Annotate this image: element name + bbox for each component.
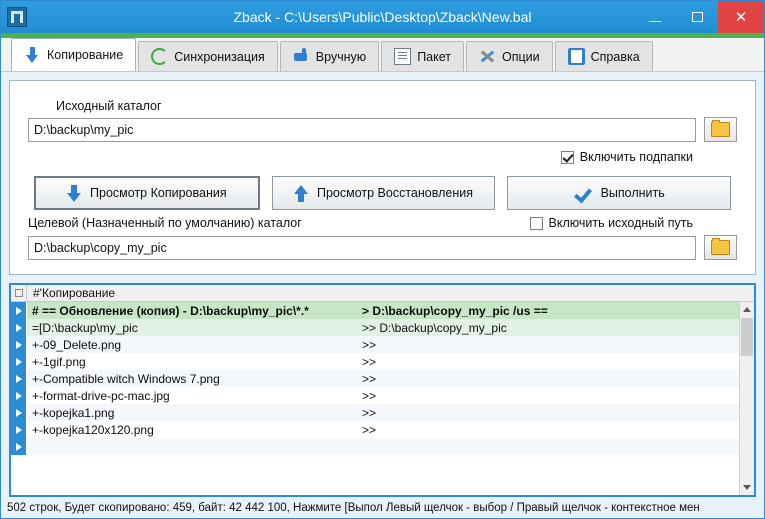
tab-sync[interactable]: [138, 41, 278, 71]
tab-batch[interactable]: [381, 41, 464, 71]
row-marker-icon: [11, 370, 27, 387]
row-marker-icon: [11, 336, 27, 353]
row-target: >>: [362, 371, 377, 386]
scroll-up-button[interactable]: [740, 302, 754, 317]
row-source: +-09_Delete.png: [32, 337, 122, 352]
preview-copy-label: Просмотр Копирования: [90, 186, 227, 200]
include-source-path-label: Включить исходный путь: [548, 216, 693, 230]
row-source: =[D:\backup\my_pic: [32, 320, 138, 335]
status-bar: 502 строк, Будет скопировано: 459, байт: 42 442 100, Нажмите [Выпол Левый щелчок - выбор / Правый щелчок - контекстное мен: [1, 497, 764, 518]
source-directory-row: [28, 117, 737, 142]
tab-options[interactable]: [466, 41, 553, 71]
document-icon: [394, 48, 411, 65]
target-directory-label: Целевой (Назначенный по умолчанию) каталог: [28, 216, 302, 230]
folder-icon: [711, 240, 730, 255]
tab-sync-label: Синхронизация: [174, 49, 265, 64]
row-marker-icon: [11, 353, 27, 370]
row-source: +-kopejka120x120.png: [32, 422, 154, 437]
row-target: >>: [362, 388, 377, 403]
check-icon: [574, 185, 592, 202]
target-browse-button[interactable]: [704, 235, 737, 260]
preview-restore-button[interactable]: [272, 176, 496, 210]
list-scrollbar[interactable]: [739, 302, 754, 495]
close-icon: ✕: [734, 8, 748, 26]
row-marker-icon: [11, 421, 27, 438]
maximize-button[interactable]: [676, 1, 718, 33]
tab-manual-label: Вручную: [315, 49, 367, 64]
table-row[interactable]: [11, 353, 739, 370]
chevron-down-icon: [743, 485, 751, 490]
action-buttons-row: [28, 176, 737, 210]
tab-copy[interactable]: [11, 38, 136, 71]
row-target: >>: [362, 405, 377, 420]
source-browse-button[interactable]: [704, 117, 737, 142]
row-marker-icon: [11, 404, 27, 421]
minimize-button[interactable]: [634, 1, 676, 33]
tab-help[interactable]: [555, 41, 653, 71]
copy-settings-panel: [9, 80, 756, 275]
include-subfolders-checkbox[interactable]: [561, 151, 574, 164]
row-source: # == Обновление (копия) - D:\backup\my_pic\*.*: [32, 303, 309, 318]
list-header-gutter: [11, 285, 27, 301]
include-source-path-row[interactable]: [530, 216, 737, 230]
include-source-path-checkbox[interactable]: [530, 217, 543, 230]
row-target: >>: [362, 422, 377, 437]
copy-icon: [24, 47, 41, 64]
row-target: >> D:\backup\copy_my_pic: [362, 320, 507, 335]
target-label-row: [28, 216, 737, 230]
app-icon: [7, 7, 27, 27]
target-directory-row: [28, 235, 737, 260]
table-row[interactable]: [11, 387, 739, 404]
tab-options-label: Опции: [502, 49, 540, 64]
execute-button[interactable]: [507, 176, 731, 210]
row-marker-icon: [11, 438, 27, 455]
results-list: [9, 283, 756, 497]
row-marker-icon: [11, 302, 27, 319]
window-title: Zback - C:\Users\Public\Desktop\Zback\New.bal: [233, 9, 532, 25]
tools-icon: [479, 48, 496, 65]
table-row[interactable]: [11, 421, 739, 438]
minimize-icon: [649, 21, 661, 22]
source-directory-input[interactable]: D:\backup\my_pic: [28, 118, 696, 142]
tab-bar: [1, 38, 764, 72]
table-row[interactable]: [11, 438, 739, 455]
row-marker-icon: [11, 319, 27, 336]
table-row[interactable]: [11, 302, 739, 319]
row-source: +-format-drive-pc-mac.jpg: [32, 388, 170, 403]
execute-label: Выполнить: [600, 186, 665, 200]
row-source: +-Compatible witch Windows 7.png: [32, 371, 220, 386]
row-marker-icon: [11, 387, 27, 404]
scrollbar-thumb[interactable]: [741, 318, 753, 356]
help-icon: [568, 48, 585, 65]
list-header-text: #'Копирование: [33, 286, 116, 300]
preview-copy-button[interactable]: [34, 176, 260, 210]
chevron-up-icon: [743, 307, 751, 312]
row-source: +-1gif.png: [32, 354, 86, 369]
hand-icon: [293, 48, 310, 65]
table-row[interactable]: [11, 336, 739, 353]
include-subfolders-row[interactable]: [28, 150, 737, 164]
sync-icon: [151, 48, 168, 65]
tab-help-label: Справка: [590, 49, 640, 64]
source-directory-label: Исходный каталог: [56, 99, 162, 113]
row-target: >>: [362, 354, 377, 369]
close-button[interactable]: [718, 1, 764, 33]
table-row[interactable]: [11, 404, 739, 421]
list-rows: [11, 302, 739, 495]
table-row[interactable]: [11, 319, 739, 336]
maximize-icon: [692, 12, 703, 22]
preview-restore-label: Просмотр Восстановления: [317, 186, 473, 200]
tab-manual[interactable]: [280, 41, 379, 71]
folder-icon: [711, 122, 730, 137]
row-target: >>: [362, 337, 377, 352]
list-body: [11, 302, 754, 495]
tab-batch-label: Пакет: [417, 49, 451, 64]
window-controls: [634, 1, 764, 33]
list-header: [11, 285, 754, 302]
row-source: +-kopejka1.png: [32, 405, 115, 420]
row-target: > D:\backup\copy_my_pic /us ==: [362, 303, 548, 318]
scroll-down-button[interactable]: [740, 480, 754, 495]
table-row[interactable]: [11, 370, 739, 387]
include-subfolders-label: Включить подпапки: [579, 150, 693, 164]
arrow-up-icon: [294, 185, 308, 202]
title-bar: [1, 1, 764, 33]
tab-copy-label: Копирование: [47, 48, 124, 62]
arrow-down-icon: [67, 185, 81, 202]
target-directory-input[interactable]: D:\backup\copy_my_pic: [28, 236, 696, 260]
